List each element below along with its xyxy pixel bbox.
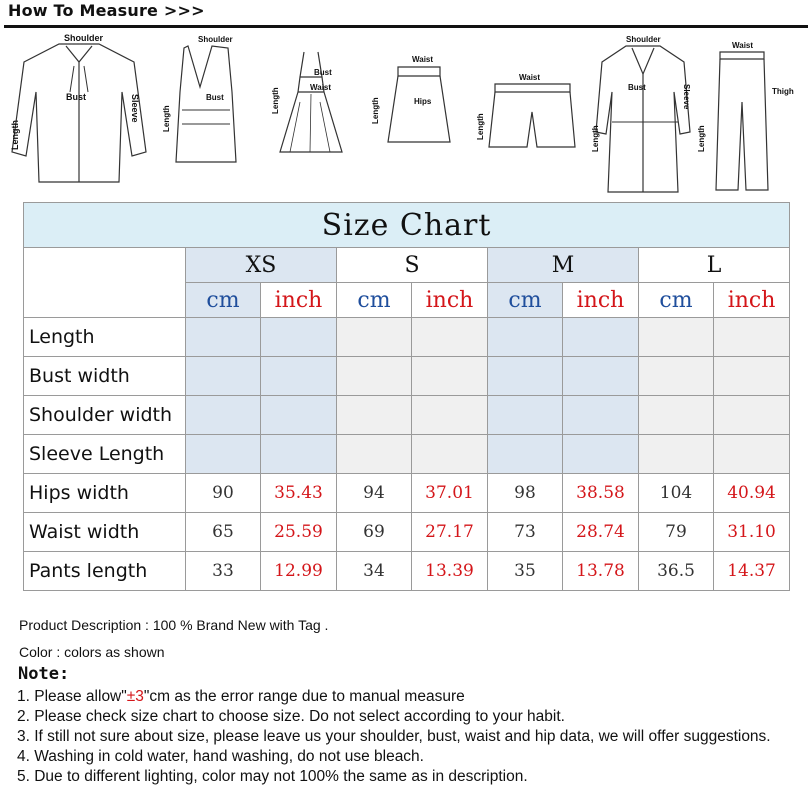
shirt-sleeve-label: Sleeve: [130, 94, 140, 123]
table-cell: [563, 357, 639, 396]
table-cell: [488, 435, 563, 474]
unit-header-cm: cm: [186, 283, 261, 318]
note-heading: Note:: [18, 664, 70, 684]
table-cell: 36.5: [639, 552, 714, 591]
skirt-illustration: [368, 32, 468, 197]
table-cell: 73: [488, 513, 563, 552]
shirt-bust-label: Bust: [66, 92, 86, 102]
how-to-measure-header: [0, 0, 812, 30]
how-to-measure-title: How To Measure >>>: [8, 1, 205, 20]
notes-list: [17, 687, 812, 787]
table-row: [24, 513, 790, 552]
table-row: [24, 318, 790, 357]
shirt-illustration: [4, 32, 154, 197]
table-cell: [488, 357, 563, 396]
table-cell: [186, 396, 261, 435]
table-cell: 69: [337, 513, 412, 552]
table-cell: 38.58: [563, 474, 639, 513]
table-cell: [337, 357, 412, 396]
unit-header-cm: cm: [639, 283, 714, 318]
table-cell: [639, 357, 714, 396]
size-header-xs: XS: [186, 248, 337, 283]
table-cell: 35: [488, 552, 563, 591]
row-label: Hips width: [24, 474, 186, 513]
table-cell: [261, 396, 337, 435]
table-cell: [337, 435, 412, 474]
table-cell: 34: [337, 552, 412, 591]
size-chart-table: [23, 202, 790, 591]
table-cell: [186, 318, 261, 357]
garment-illustrations: [0, 32, 812, 197]
table-cell: 28.74: [563, 513, 639, 552]
table-cell: [412, 435, 488, 474]
table-cell: [639, 318, 714, 357]
table-cell: 31.10: [714, 513, 790, 552]
shirt-length-label: Length: [10, 120, 20, 150]
dress-illustration: [270, 32, 352, 197]
table-cell: [261, 357, 337, 396]
note-item: 2. Please check size chart to choose size. Do not select according to your habit.: [17, 708, 565, 725]
size-header-s: S: [337, 248, 488, 283]
table-cell: 40.94: [714, 474, 790, 513]
size-header-l: L: [639, 248, 790, 283]
dress-length-label: Length: [271, 87, 280, 114]
table-cell: 35.43: [261, 474, 337, 513]
unit-header-inch: inch: [714, 283, 790, 318]
table-cell: 98: [488, 474, 563, 513]
table-cell: 65: [186, 513, 261, 552]
note-item: 5. Due to different lighting, color may not 100% the same as in description.: [17, 768, 528, 785]
coat-shoulder-label: Shoulder: [626, 35, 661, 44]
table-cell: [186, 357, 261, 396]
trousers-thigh-label: Thigh: [772, 87, 794, 96]
trousers-length-label: Length: [697, 125, 706, 152]
shorts-waist-label: Waist: [519, 73, 541, 82]
note-item: 3. If still not sure about size, please leave us your shoulder, bust, waist and hip data, we will offer suggestions.: [17, 728, 771, 745]
shirt-shoulder-label: Shoulder: [64, 33, 104, 43]
dress-waist-label: Waist: [310, 83, 332, 92]
table-cell: [261, 318, 337, 357]
table-cell: [563, 396, 639, 435]
table-cell: [714, 435, 790, 474]
row-label: Shoulder width: [24, 396, 186, 435]
table-cell: 27.17: [412, 513, 488, 552]
trousers-illustration: [698, 32, 808, 197]
table-cell: [261, 435, 337, 474]
shorts-length-label: Length: [476, 113, 485, 140]
coat-illustration: [588, 32, 696, 197]
product-color: Color : colors as shown: [19, 644, 165, 660]
table-cell: [714, 318, 790, 357]
header-divider: [4, 25, 808, 28]
skirt-length-label: Length: [371, 97, 380, 124]
vest-length-label: Length: [162, 105, 171, 132]
table-cell: 14.37: [714, 552, 790, 591]
table-cell: [337, 318, 412, 357]
table-cell: [639, 435, 714, 474]
coat-bust-label: Bust: [628, 83, 646, 92]
table-cell: [337, 396, 412, 435]
table-cell: [714, 357, 790, 396]
table-cell: 37.01: [412, 474, 488, 513]
table-cell: 25.59: [261, 513, 337, 552]
table-cell: 94: [337, 474, 412, 513]
table-cell: [488, 396, 563, 435]
table-row: [24, 396, 790, 435]
table-cell: 13.39: [412, 552, 488, 591]
skirt-hips-label: Hips: [414, 97, 432, 106]
vest-illustration: [160, 32, 252, 197]
vest-bust-label: Bust: [206, 93, 224, 102]
table-cell: 90: [186, 474, 261, 513]
row-label: Bust width: [24, 357, 186, 396]
table-cell: [714, 396, 790, 435]
note-item: [17, 687, 812, 707]
size-chart-corner: [24, 248, 186, 318]
row-label: Sleeve Length: [24, 435, 186, 474]
table-cell: 13.78: [563, 552, 639, 591]
unit-header-inch: inch: [412, 283, 488, 318]
table-cell: [563, 435, 639, 474]
size-chart-body: [24, 318, 790, 591]
table-cell: 104: [639, 474, 714, 513]
dress-bust-label: Bust: [314, 68, 332, 77]
coat-length-label: Length: [591, 125, 600, 152]
product-description: Product Description : 100 % Brand New with Tag .: [19, 617, 329, 633]
vest-shoulder-label: Shoulder: [198, 35, 233, 44]
shorts-illustration: [475, 32, 580, 197]
trousers-waist-label: Waist: [732, 41, 754, 50]
table-cell: 12.99: [261, 552, 337, 591]
table-cell: [412, 318, 488, 357]
size-header-m: M: [488, 248, 639, 283]
table-cell: [186, 435, 261, 474]
note-item-text: "cm as the error range due to manual measure: [143, 688, 465, 705]
table-row: [24, 474, 790, 513]
table-row: [24, 357, 790, 396]
table-cell: 33: [186, 552, 261, 591]
unit-header-inch: inch: [261, 283, 337, 318]
table-row: [24, 435, 790, 474]
unit-header-cm: cm: [337, 283, 412, 318]
unit-header-inch: inch: [563, 283, 639, 318]
table-cell: [639, 396, 714, 435]
row-label: Pants length: [24, 552, 186, 591]
note-item-text: 1. Please allow": [17, 688, 127, 705]
table-row: [24, 552, 790, 591]
skirt-waist-label: Waist: [412, 55, 434, 64]
coat-sleeve-label: Sleeve: [682, 84, 691, 110]
row-label: Waist width: [24, 513, 186, 552]
tolerance-value: ±3: [126, 688, 144, 705]
table-cell: [412, 357, 488, 396]
size-chart-title: Size Chart: [24, 203, 790, 248]
note-item: 4. Washing in cold water, hand washing, do not use bleach.: [17, 748, 424, 765]
table-cell: [488, 318, 563, 357]
table-cell: [412, 396, 488, 435]
unit-header-cm: cm: [488, 283, 563, 318]
table-cell: 79: [639, 513, 714, 552]
table-cell: [563, 318, 639, 357]
row-label: Length: [24, 318, 186, 357]
